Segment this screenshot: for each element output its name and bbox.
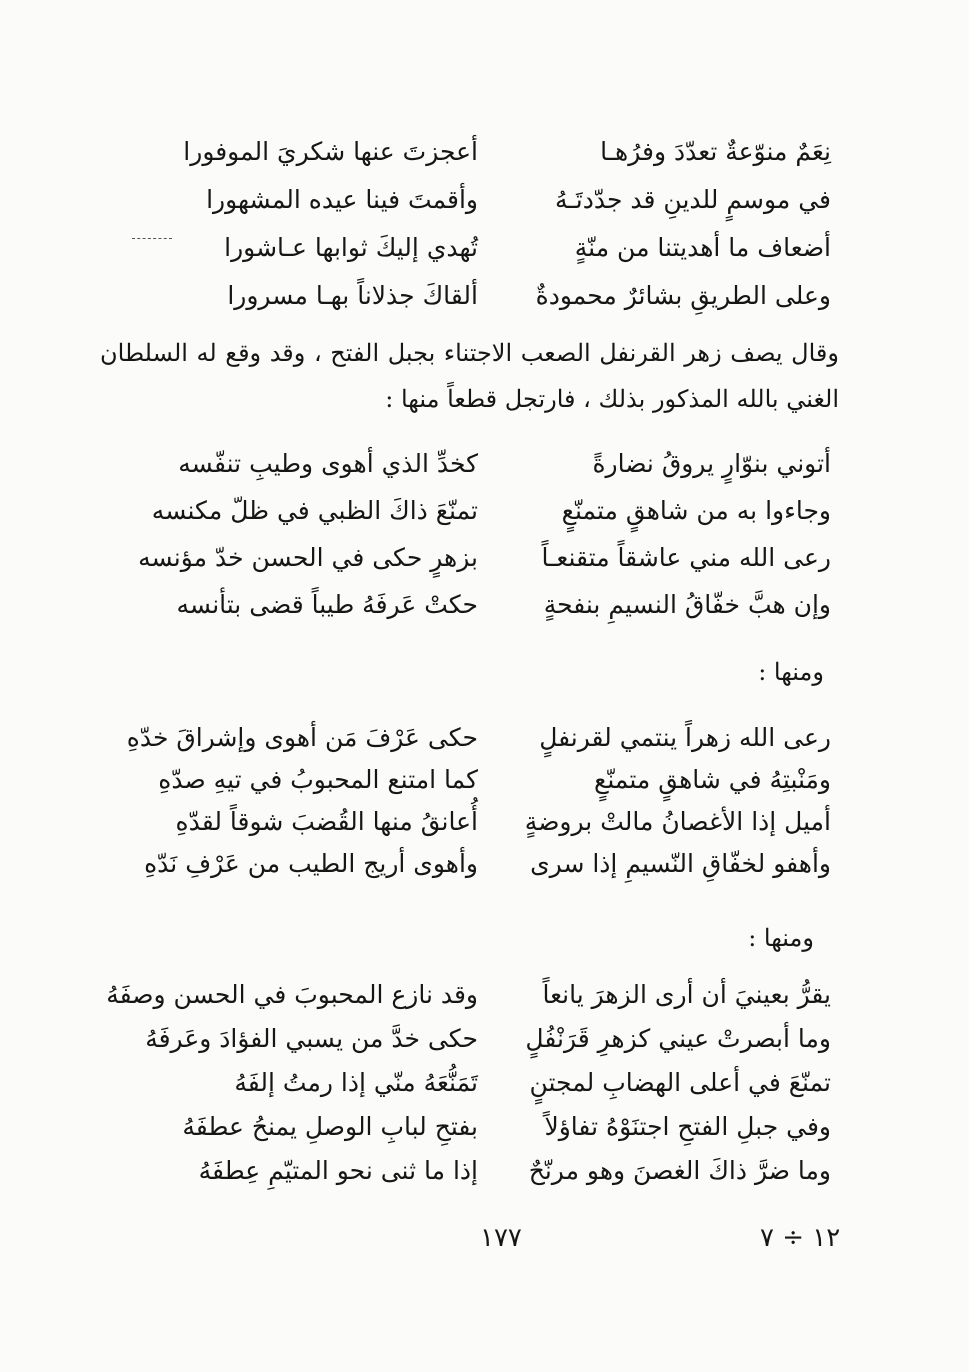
verse — [0, 276, 969, 322]
verse-second-hemistich: كما امتنع المحبوبُ في تيهِ صدّهِ — [158, 765, 478, 794]
verse — [0, 1019, 969, 1065]
verse-first-hemistich: وإن هبَّ خفّاقُ النسيمِ بنفحةٍ — [543, 590, 831, 619]
verse-first-hemistich: رعى الله زهراً ينتمي لقرنفلٍ — [539, 723, 831, 752]
verse — [0, 228, 969, 274]
section-heading: ومنها : — [758, 658, 824, 686]
verse — [0, 802, 969, 848]
verse-second-hemistich: وقد نازع المحبوبَ في الحسن وصفَهُ — [106, 980, 478, 1009]
verse-second-hemistich: إذا ما ثنى نحو المتيّمِ عِطفَهُ — [198, 1156, 478, 1185]
verse — [0, 585, 969, 631]
verse-first-hemistich: ومَنْبتِهُ في شاهقٍ متمنّعٍ — [594, 765, 831, 794]
verse-first-hemistich: تمنّعَ في أعلى الهضابِ لمجتنٍ — [529, 1068, 831, 1097]
verse-second-hemistich: وأهوى أريج الطيب من عَرْفِ نَدّهِ — [144, 849, 478, 878]
verse — [0, 444, 969, 490]
verse — [0, 760, 969, 806]
verse — [0, 1107, 969, 1153]
verse-second-hemistich: ألقاكَ جذلاناً بهـا مسرورا — [227, 281, 478, 310]
verse-first-hemistich: وما ضرَّ ذاكَ الغصنَ وهو مرنّحٌ — [528, 1156, 831, 1185]
verse-second-hemistich: حكى عَرْفَ مَن أهوى وإشراقَ خدّهِ — [126, 723, 478, 752]
verse-second-hemistich: تَمَنُّعَهُ منّي إذا رمتُ إلفَهُ — [234, 1068, 478, 1097]
verse-second-hemistich: حكتْ عَرفَهُ طيباً قضى بتأنسه — [176, 590, 478, 619]
verse-second-hemistich: تُهدي إليكَ ثوابها عـاشورا — [224, 233, 478, 262]
verse-first-hemistich: وأهفو لخفّاقِ النّسيمِ إذا سرى — [530, 849, 831, 878]
verse-first-hemistich: نِعَمٌ منوّعةٌ تعدّدَ وفرُهـا — [600, 137, 831, 166]
verse — [0, 844, 969, 890]
verse — [0, 180, 969, 226]
verse-second-hemistich: أُعانقُ منها القُضبَ شوقاً لقدّهِ — [175, 807, 478, 836]
verse-second-hemistich: أعجزتَ عنها شكريَ الموفورا — [183, 137, 478, 166]
verse — [0, 491, 969, 537]
verse-second-hemistich: وأقمتَ فينا عيده المشهورا — [206, 185, 478, 214]
verse-first-hemistich: وعلى الطريقِ بشائرٌ محمودةٌ — [535, 281, 831, 310]
verse-first-hemistich: أميل إذا الأغصانُ مالتْ بروضةٍ — [524, 807, 831, 836]
verse — [0, 975, 969, 1021]
verse-first-hemistich: وفي جبلِ الفتحِ اجتنَوْهُ تفاؤلاً — [544, 1112, 831, 1141]
verse-first-hemistich: أضعاف ما أهديتنا من منّةٍ — [574, 233, 831, 262]
verse — [0, 1151, 969, 1197]
verse-first-hemistich: وما أبصرتْ عيني كزهرِ قَرَنْفُلٍ — [525, 1024, 831, 1053]
verse-first-hemistich: في موسمٍ للدينِ قد جدّدتَـهُ — [555, 185, 831, 214]
verse-second-hemistich: بفتحِ لبابِ الوصلِ يمنحُ عطفَهُ — [182, 1112, 478, 1141]
verse-first-hemistich: يقرُّ بعينيَ أن أرى الزهرَ يانعاً — [542, 980, 831, 1009]
verse-second-hemistich: كخدِّ الذي أهوى وطيبِ تنفّسه — [178, 449, 478, 478]
verse-second-hemistich: حكى خدَّ من يسبي الفؤادَ وعَرفَهُ — [145, 1024, 478, 1053]
verse — [0, 538, 969, 584]
verse-second-hemistich: تمنّعَ ذاكَ الظبي في ظلّ مكنسه — [151, 496, 478, 525]
verse-first-hemistich: وجاءوا به من شاهقٍ متمنّعٍ — [561, 496, 831, 525]
verse — [0, 718, 969, 764]
intro-paragraph: وقال يصف زهر القرنفل الصعب الاجتناء بجبل الفتح ، وقد وقع له السلطان الغني بالله المذكور بذلك ، فارتجل قطعاً منها : — [100, 339, 839, 413]
verse-second-hemistich: بزهرٍ حكى في الحسن خدّ مؤنسه — [138, 543, 478, 572]
page-number: ١٧٧ — [480, 1223, 522, 1253]
verse — [0, 1063, 969, 1109]
section-heading: ومنها : — [748, 924, 814, 952]
verse-first-hemistich: أتوني بنوّارٍ يروقُ نضارةً — [592, 449, 831, 478]
verse-first-hemistich: رعى الله مني عاشقاً متقنعـاً — [541, 543, 831, 572]
verse — [0, 132, 969, 178]
signature-mark: ١٢ ÷ ٧ — [760, 1223, 841, 1253]
